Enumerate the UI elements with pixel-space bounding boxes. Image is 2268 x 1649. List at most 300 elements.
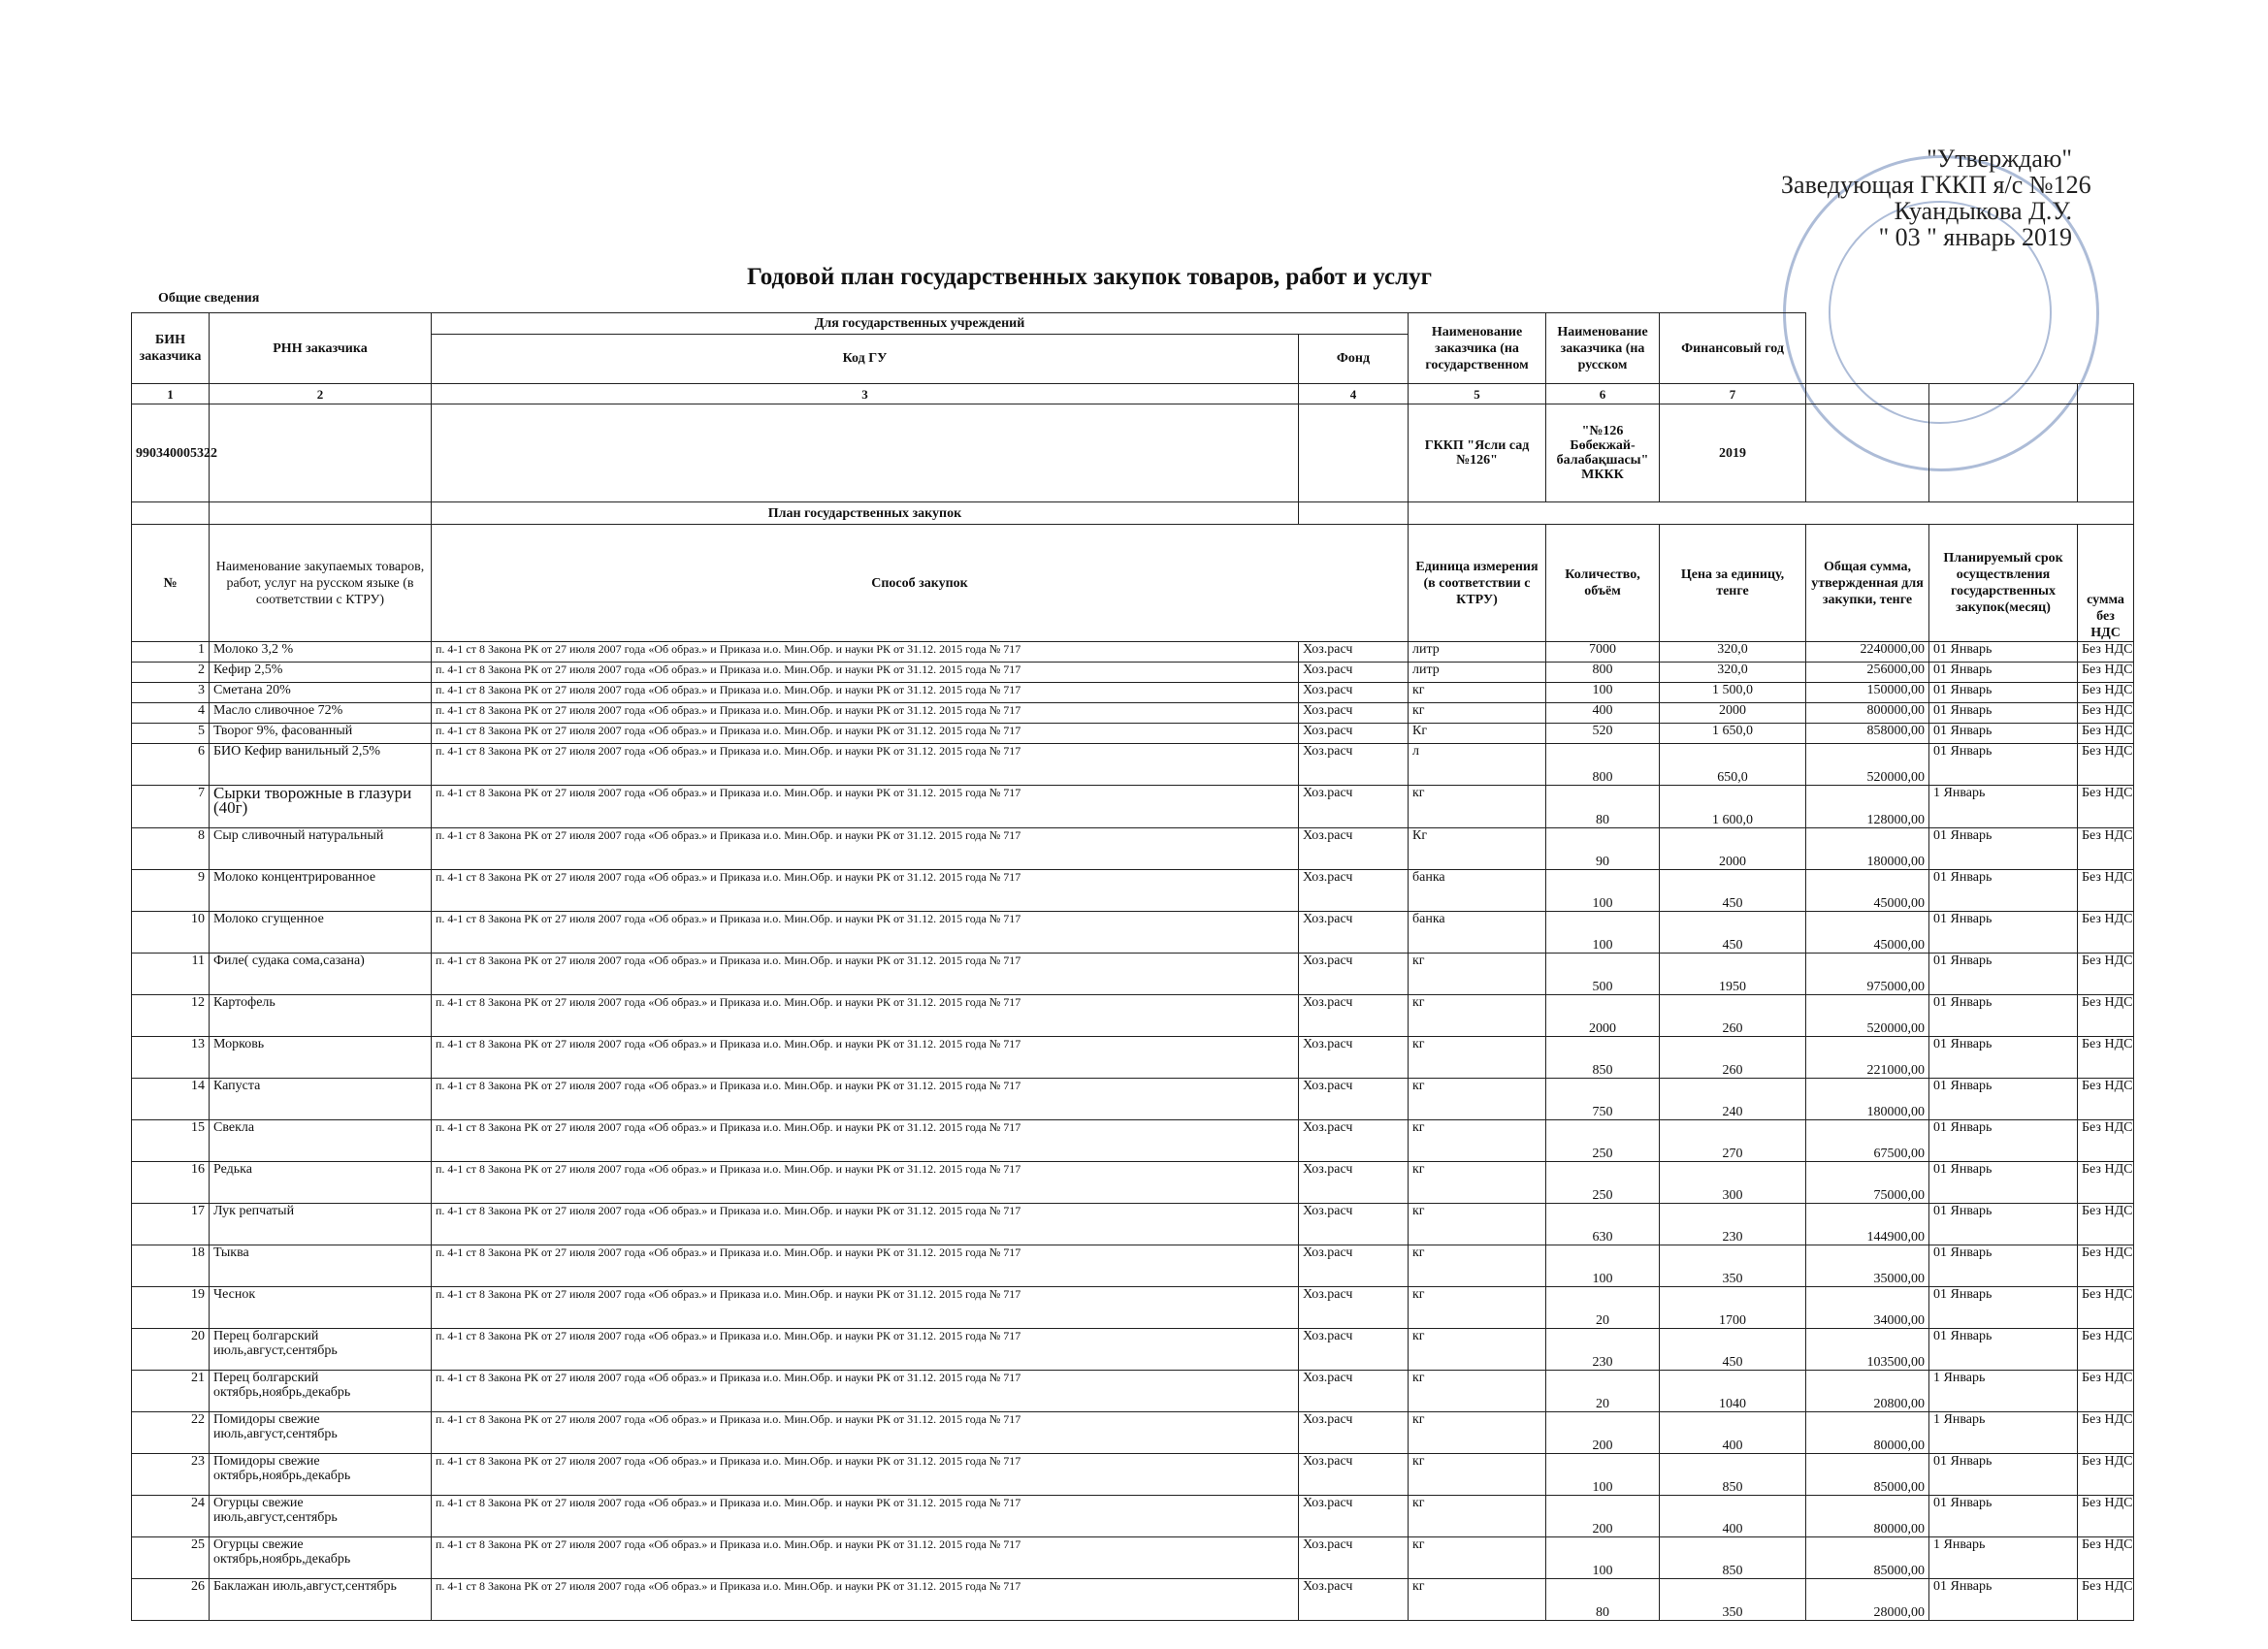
row-unit: л <box>1409 744 1546 786</box>
row-price: 850 <box>1660 1537 1806 1579</box>
row-item-name: БИО Кефир ванильный 2,5% <box>210 744 432 786</box>
row-method: п. 4-1 ст 8 Закона РК от 27 июля 2007 года «Об образ.» и Приказа и.о. Мин.Обр. и науки РК от 31.12. 2015 года № 717 <box>432 663 1299 683</box>
row-number: 18 <box>132 1245 210 1287</box>
row-fund: Хоз.расч <box>1299 786 1409 828</box>
row-total: 150000,00 <box>1806 683 1929 703</box>
row-month: 01 Январь <box>1929 1162 2078 1204</box>
row-vat: Без НДС <box>2078 1162 2134 1204</box>
row-unit: кг <box>1409 995 1546 1037</box>
table-row <box>132 683 2134 703</box>
row-price: 1950 <box>1660 954 1806 995</box>
row-method: п. 4-1 ст 8 Закона РК от 27 июля 2007 года «Об образ.» и Приказа и.о. Мин.Обр. и науки РК от 31.12. 2015 года № 717 <box>432 703 1299 724</box>
row-vat: Без НДС <box>2078 1287 2134 1329</box>
row-method: п. 4-1 ст 8 Закона РК от 27 июля 2007 года «Об образ.» и Приказа и.о. Мин.Обр. и науки РК от 31.12. 2015 года № 717 <box>432 1579 1299 1621</box>
row-method: п. 4-1 ст 8 Закона РК от 27 июля 2007 года «Об образ.» и Приказа и.о. Мин.Обр. и науки РК от 31.12. 2015 года № 717 <box>432 870 1299 912</box>
row-fund: Хоз.расч <box>1299 744 1409 786</box>
row-total: 520000,00 <box>1806 995 1929 1037</box>
row-total: 45000,00 <box>1806 870 1929 912</box>
row-fund: Хоз.расч <box>1299 1496 1409 1537</box>
row-fund: Хоз.расч <box>1299 724 1409 744</box>
row-unit: кг <box>1409 1079 1546 1120</box>
row-fund: Хоз.расч <box>1299 870 1409 912</box>
row-total: 67500,00 <box>1806 1120 1929 1162</box>
table-row <box>132 1287 2134 1329</box>
plan-header-total: Общая сумма, утвержденная для закупки, тенге <box>1806 525 1929 642</box>
row-item-name: Кефир 2,5% <box>210 663 432 683</box>
row-method: п. 4-1 ст 8 Закона РК от 27 июля 2007 года «Об образ.» и Приказа и.о. Мин.Обр. и науки РК от 31.12. 2015 года № 717 <box>432 1079 1299 1120</box>
row-vat: Без НДС <box>2078 1454 2134 1496</box>
row-vat: Без НДС <box>2078 1120 2134 1162</box>
row-quantity: 230 <box>1546 1329 1660 1371</box>
row-price: 1 600,0 <box>1660 786 1806 828</box>
plan-header-qty: Количество, объём <box>1546 525 1660 642</box>
row-month: 01 Январь <box>1929 744 2078 786</box>
row-month: 01 Январь <box>1929 1496 2078 1537</box>
row-unit: Кг <box>1409 828 1546 870</box>
row-unit: кг <box>1409 1454 1546 1496</box>
row-method: п. 4-1 ст 8 Закона РК от 27 июля 2007 года «Об образ.» и Приказа и.о. Мин.Обр. и науки РК от 31.12. 2015 года № 717 <box>432 1454 1299 1496</box>
row-number: 10 <box>132 912 210 954</box>
row-unit: кг <box>1409 1037 1546 1079</box>
row-item-name: Творог 9%, фасованный <box>210 724 432 744</box>
row-vat: Без НДС <box>2078 870 2134 912</box>
row-unit: кг <box>1409 1245 1546 1287</box>
row-total: 800000,00 <box>1806 703 1929 724</box>
row-number: 11 <box>132 954 210 995</box>
table-row <box>132 663 2134 683</box>
row-unit: кг <box>1409 954 1546 995</box>
row-fund: Хоз.расч <box>1299 1287 1409 1329</box>
table-row <box>132 870 2134 912</box>
plan-header-term: Планируемый срок осуществления государственных закупок(месяц) <box>1929 525 2078 642</box>
row-quantity: 7000 <box>1546 642 1660 663</box>
row-method: п. 4-1 ст 8 Закона РК от 27 июля 2007 года «Об образ.» и Приказа и.о. Мин.Обр. и науки РК от 31.12. 2015 года № 717 <box>432 828 1299 870</box>
plan-header-price: Цена за единицу, тенге <box>1660 525 1806 642</box>
row-quantity: 80 <box>1546 786 1660 828</box>
row-price: 270 <box>1660 1120 1806 1162</box>
row-unit: кг <box>1409 703 1546 724</box>
header-gu: Для государственных учреждений <box>432 313 1409 335</box>
row-month: 01 Январь <box>1929 1204 2078 1245</box>
table-row <box>132 1537 2134 1579</box>
approval-line-2: Заведующая ГККП я/с №126 <box>1781 171 2091 199</box>
row-price: 230 <box>1660 1204 1806 1245</box>
table-row <box>132 786 2134 828</box>
row-total: 35000,00 <box>1806 1245 1929 1287</box>
col-num-5: 5 <box>1409 384 1546 404</box>
row-price: 450 <box>1660 912 1806 954</box>
row-unit: кг <box>1409 1537 1546 1579</box>
approval-line-4: " 03 " январь 2019 <box>1878 223 2072 251</box>
row-month: 01 Январь <box>1929 828 2078 870</box>
row-month: 01 Январь <box>1929 642 2078 663</box>
table-row <box>132 995 2134 1037</box>
row-item-name: Лук репчатый <box>210 1204 432 1245</box>
row-fund: Хоз.расч <box>1299 663 1409 683</box>
row-number: 21 <box>132 1371 210 1412</box>
info-name-state: ГККП "Ясли сад №126" <box>1409 404 1546 502</box>
row-quantity: 80 <box>1546 1579 1660 1621</box>
row-vat: Без НДС <box>2078 724 2134 744</box>
header-kod-gu: Код ГУ <box>432 334 1299 383</box>
row-unit: банка <box>1409 870 1546 912</box>
row-quantity: 800 <box>1546 744 1660 786</box>
row-month: 01 Январь <box>1929 995 2078 1037</box>
row-quantity: 100 <box>1546 912 1660 954</box>
row-item-name: Перец болгарский июль,август,сентябрь <box>210 1329 432 1371</box>
row-fund: Хоз.расч <box>1299 954 1409 995</box>
row-vat: Без НДС <box>2078 1371 2134 1412</box>
row-method: п. 4-1 ст 8 Закона РК от 27 июля 2007 года «Об образ.» и Приказа и.о. Мин.Обр. и науки РК от 31.12. 2015 года № 717 <box>432 642 1299 663</box>
row-quantity: 500 <box>1546 954 1660 995</box>
row-method: п. 4-1 ст 8 Закона РК от 27 июля 2007 года «Об образ.» и Приказа и.о. Мин.Обр. и науки РК от 31.12. 2015 года № 717 <box>432 683 1299 703</box>
row-price: 350 <box>1660 1245 1806 1287</box>
row-method: п. 4-1 ст 8 Закона РК от 27 июля 2007 года «Об образ.» и Приказа и.о. Мин.Обр. и науки РК от 31.12. 2015 года № 717 <box>432 1496 1299 1537</box>
general-info-label: Общие сведения <box>158 291 260 306</box>
col-num-2: 2 <box>210 384 432 404</box>
row-method: п. 4-1 ст 8 Закона РК от 27 июля 2007 года «Об образ.» и Приказа и.о. Мин.Обр. и науки РК от 31.12. 2015 года № 717 <box>432 1412 1299 1454</box>
plan-header-no: № <box>132 525 210 642</box>
row-method: п. 4-1 ст 8 Закона РК от 27 июля 2007 года «Об образ.» и Приказа и.о. Мин.Обр. и науки РК от 31.12. 2015 года № 717 <box>432 1537 1299 1579</box>
row-month: 01 Январь <box>1929 954 2078 995</box>
row-quantity: 100 <box>1546 1245 1660 1287</box>
row-quantity: 200 <box>1546 1496 1660 1537</box>
row-vat: Без НДС <box>2078 683 2134 703</box>
row-total: 85000,00 <box>1806 1454 1929 1496</box>
table-row <box>132 1079 2134 1120</box>
row-price: 300 <box>1660 1162 1806 1204</box>
row-fund: Хоз.расч <box>1299 1204 1409 1245</box>
row-method: п. 4-1 ст 8 Закона РК от 27 июля 2007 года «Об образ.» и Приказа и.о. Мин.Обр. и науки РК от 31.12. 2015 года № 717 <box>432 1120 1299 1162</box>
row-fund: Хоз.расч <box>1299 1162 1409 1204</box>
row-unit: Кг <box>1409 724 1546 744</box>
row-fund: Хоз.расч <box>1299 1037 1409 1079</box>
row-price: 1 500,0 <box>1660 683 1806 703</box>
plan-header-vat: сумма без НДС <box>2078 525 2134 642</box>
row-method: п. 4-1 ст 8 Закона РК от 27 июля 2007 года «Об образ.» и Приказа и.о. Мин.Обр. и науки РК от 31.12. 2015 года № 717 <box>432 912 1299 954</box>
row-price: 260 <box>1660 1037 1806 1079</box>
row-month: 1 Январь <box>1929 1412 2078 1454</box>
row-unit: кг <box>1409 1120 1546 1162</box>
row-fund: Хоз.расч <box>1299 1412 1409 1454</box>
row-vat: Без НДС <box>2078 786 2134 828</box>
row-total: 75000,00 <box>1806 1162 1929 1204</box>
row-price: 1700 <box>1660 1287 1806 1329</box>
plan-title: План государственных закупок <box>432 502 1299 525</box>
row-vat: Без НДС <box>2078 744 2134 786</box>
row-fund: Хоз.расч <box>1299 1120 1409 1162</box>
row-quantity: 800 <box>1546 663 1660 683</box>
row-number: 4 <box>132 703 210 724</box>
row-number: 22 <box>132 1412 210 1454</box>
row-fund: Хоз.расч <box>1299 703 1409 724</box>
row-fund: Хоз.расч <box>1299 1454 1409 1496</box>
header-blank <box>1806 313 2134 384</box>
row-quantity: 400 <box>1546 703 1660 724</box>
row-total: 80000,00 <box>1806 1412 1929 1454</box>
row-number: 5 <box>132 724 210 744</box>
table-row <box>132 1496 2134 1537</box>
row-month: 01 Январь <box>1929 1245 2078 1287</box>
header-rnn: РНН заказчика <box>210 313 432 384</box>
row-number: 23 <box>132 1454 210 1496</box>
row-method: п. 4-1 ст 8 Закона РК от 27 июля 2007 года «Об образ.» и Приказа и.о. Мин.Обр. и науки РК от 31.12. 2015 года № 717 <box>432 1162 1299 1204</box>
col-num-7: 7 <box>1660 384 1806 404</box>
table-row <box>132 1371 2134 1412</box>
row-month: 01 Январь <box>1929 1120 2078 1162</box>
row-item-name: Тыква <box>210 1245 432 1287</box>
row-item-name: Сырки творожные в глазури (40г) <box>210 786 432 828</box>
row-unit: кг <box>1409 683 1546 703</box>
row-total: 520000,00 <box>1806 744 1929 786</box>
row-total: 80000,00 <box>1806 1496 1929 1537</box>
row-vat: Без НДС <box>2078 642 2134 663</box>
row-number: 20 <box>132 1329 210 1371</box>
row-quantity: 250 <box>1546 1162 1660 1204</box>
row-quantity: 750 <box>1546 1079 1660 1120</box>
row-quantity: 20 <box>1546 1371 1660 1412</box>
procurement-table <box>131 312 2134 1621</box>
row-vat: Без НДС <box>2078 1037 2134 1079</box>
row-vat: Без НДС <box>2078 1412 2134 1454</box>
row-month: 01 Январь <box>1929 1329 2078 1371</box>
row-month: 1 Январь <box>1929 1371 2078 1412</box>
table-row <box>132 1204 2134 1245</box>
row-vat: Без НДС <box>2078 1204 2134 1245</box>
row-price: 350 <box>1660 1579 1806 1621</box>
row-unit: кг <box>1409 786 1546 828</box>
row-method: п. 4-1 ст 8 Закона РК от 27 июля 2007 года «Об образ.» и Приказа и.о. Мин.Обр. и науки РК от 31.12. 2015 года № 717 <box>432 1245 1299 1287</box>
row-price: 400 <box>1660 1412 1806 1454</box>
row-quantity: 520 <box>1546 724 1660 744</box>
col-num-6: 6 <box>1546 384 1660 404</box>
row-vat: Без НДС <box>2078 703 2134 724</box>
row-month: 01 Январь <box>1929 1454 2078 1496</box>
row-month: 01 Январь <box>1929 870 2078 912</box>
row-total: 975000,00 <box>1806 954 1929 995</box>
row-item-name: Молоко концентрированное <box>210 870 432 912</box>
row-number: 17 <box>132 1204 210 1245</box>
row-month: 01 Январь <box>1929 663 2078 683</box>
row-vat: Без НДС <box>2078 1496 2134 1537</box>
row-vat: Без НДС <box>2078 828 2134 870</box>
row-item-name: Молоко 3,2 % <box>210 642 432 663</box>
row-vat: Без НДС <box>2078 1245 2134 1287</box>
table-row <box>132 1579 2134 1621</box>
row-fund: Хоз.расч <box>1299 1079 1409 1120</box>
header-fond: Фонд <box>1299 334 1409 383</box>
row-unit: кг <box>1409 1329 1546 1371</box>
table-row <box>132 954 2134 995</box>
row-total: 221000,00 <box>1806 1037 1929 1079</box>
row-vat: Без НДС <box>2078 1329 2134 1371</box>
row-method: п. 4-1 ст 8 Закона РК от 27 июля 2007 года «Об образ.» и Приказа и.о. Мин.Обр. и науки РК от 31.12. 2015 года № 717 <box>432 1329 1299 1371</box>
row-number: 15 <box>132 1120 210 1162</box>
row-unit: литр <box>1409 663 1546 683</box>
row-price: 850 <box>1660 1454 1806 1496</box>
row-total: 20800,00 <box>1806 1371 1929 1412</box>
row-vat: Без НДС <box>2078 912 2134 954</box>
row-month: 01 Январь <box>1929 724 2078 744</box>
row-item-name: Перец болгарский октябрь,ноябрь,декабрь <box>210 1371 432 1412</box>
row-price: 2000 <box>1660 703 1806 724</box>
row-total: 858000,00 <box>1806 724 1929 744</box>
row-unit: кг <box>1409 1162 1546 1204</box>
info-year: 2019 <box>1660 404 1806 502</box>
row-quantity: 2000 <box>1546 995 1660 1037</box>
row-unit: кг <box>1409 1579 1546 1621</box>
row-total: 85000,00 <box>1806 1537 1929 1579</box>
row-price: 1 650,0 <box>1660 724 1806 744</box>
row-quantity: 100 <box>1546 1454 1660 1496</box>
row-unit: кг <box>1409 1412 1546 1454</box>
row-item-name: Редька <box>210 1162 432 1204</box>
plan-header-unit: Единица измерения (в соответствии с КТРУ) <box>1409 525 1546 642</box>
row-month: 01 Январь <box>1929 1287 2078 1329</box>
row-item-name: Помидоры свежие июль,август,сентябрь <box>210 1412 432 1454</box>
row-number: 6 <box>132 744 210 786</box>
approval-line-1: "Утверждаю" <box>1927 145 2072 173</box>
row-number: 8 <box>132 828 210 870</box>
row-number: 26 <box>132 1579 210 1621</box>
row-number: 7 <box>132 786 210 828</box>
row-unit: банка <box>1409 912 1546 954</box>
approval-line-3: Куандыкова Д.У. <box>1894 197 2072 225</box>
row-total: 256000,00 <box>1806 663 1929 683</box>
row-month: 1 Январь <box>1929 1537 2078 1579</box>
col-num-1: 1 <box>132 384 210 404</box>
row-item-name: Сметана 20% <box>210 683 432 703</box>
row-method: п. 4-1 ст 8 Закона РК от 27 июля 2007 года «Об образ.» и Приказа и.о. Мин.Обр. и науки РК от 31.12. 2015 года № 717 <box>432 954 1299 995</box>
row-price: 320,0 <box>1660 663 1806 683</box>
table-row <box>132 1162 2134 1204</box>
row-number: 1 <box>132 642 210 663</box>
header-fin-year: Финансовый год <box>1660 313 1806 384</box>
row-month: 1 Январь <box>1929 786 2078 828</box>
row-item-name: Сыр сливочный натуральный <box>210 828 432 870</box>
row-method: п. 4-1 ст 8 Закона РК от 27 июля 2007 года «Об образ.» и Приказа и.о. Мин.Обр. и науки РК от 31.12. 2015 года № 717 <box>432 1037 1299 1079</box>
row-quantity: 630 <box>1546 1204 1660 1245</box>
row-price: 400 <box>1660 1496 1806 1537</box>
row-fund: Хоз.расч <box>1299 1245 1409 1287</box>
row-number: 13 <box>132 1037 210 1079</box>
row-method: п. 4-1 ст 8 Закона РК от 27 июля 2007 года «Об образ.» и Приказа и.о. Мин.Обр. и науки РК от 31.12. 2015 года № 717 <box>432 1371 1299 1412</box>
row-quantity: 250 <box>1546 1120 1660 1162</box>
row-total: 34000,00 <box>1806 1287 1929 1329</box>
row-total: 2240000,00 <box>1806 642 1929 663</box>
row-quantity: 200 <box>1546 1412 1660 1454</box>
row-price: 260 <box>1660 995 1806 1037</box>
row-number: 16 <box>132 1162 210 1204</box>
document-title: Годовой план государственных закупок товаров, работ и услуг <box>747 264 1433 290</box>
row-total: 103500,00 <box>1806 1329 1929 1371</box>
row-number: 2 <box>132 663 210 683</box>
row-total: 180000,00 <box>1806 828 1929 870</box>
approval-block <box>1781 145 2091 251</box>
header-name-state: Наименование заказчика (на государственном <box>1409 313 1546 384</box>
row-number: 3 <box>132 683 210 703</box>
row-item-name: Картофель <box>210 995 432 1037</box>
table-row <box>132 1329 2134 1371</box>
table-row <box>132 1412 2134 1454</box>
table-row <box>132 828 2134 870</box>
row-fund: Хоз.расч <box>1299 995 1409 1037</box>
row-method: п. 4-1 ст 8 Закона РК от 27 июля 2007 года «Об образ.» и Приказа и.о. Мин.Обр. и науки РК от 31.12. 2015 года № 717 <box>432 995 1299 1037</box>
row-quantity: 90 <box>1546 828 1660 870</box>
plan-header-method: Способ закупок <box>432 525 1409 642</box>
row-unit: кг <box>1409 1496 1546 1537</box>
row-quantity: 100 <box>1546 1537 1660 1579</box>
row-unit: литр <box>1409 642 1546 663</box>
row-unit: кг <box>1409 1371 1546 1412</box>
info-bin: 990340005322 <box>132 404 210 502</box>
plan-header-name: Наименование закупаемых товаров, работ, услуг на русском языке (в соответствии с КТРУ) <box>210 525 432 642</box>
row-price: 1040 <box>1660 1371 1806 1412</box>
row-item-name: Огурцы свежие октябрь,ноябрь,декабрь <box>210 1537 432 1579</box>
row-vat: Без НДС <box>2078 995 2134 1037</box>
row-item-name: Свекла <box>210 1120 432 1162</box>
row-quantity: 20 <box>1546 1287 1660 1329</box>
row-item-name: Филе( судака сома,сазана) <box>210 954 432 995</box>
row-fund: Хоз.расч <box>1299 828 1409 870</box>
row-total: 28000,00 <box>1806 1579 1929 1621</box>
row-price: 450 <box>1660 870 1806 912</box>
row-month: 01 Январь <box>1929 703 2078 724</box>
table-row <box>132 1245 2134 1287</box>
row-price: 240 <box>1660 1079 1806 1120</box>
row-fund: Хоз.расч <box>1299 683 1409 703</box>
row-fund: Хоз.расч <box>1299 1329 1409 1371</box>
table-row <box>132 1120 2134 1162</box>
row-fund: Хоз.расч <box>1299 1537 1409 1579</box>
row-month: 01 Январь <box>1929 912 2078 954</box>
table-row <box>132 1037 2134 1079</box>
col-num-4: 4 <box>1299 384 1409 404</box>
table-row <box>132 744 2134 786</box>
row-number: 12 <box>132 995 210 1037</box>
table-row <box>132 642 2134 663</box>
row-number: 24 <box>132 1496 210 1537</box>
row-quantity: 850 <box>1546 1037 1660 1079</box>
row-number: 25 <box>132 1537 210 1579</box>
row-price: 650,0 <box>1660 744 1806 786</box>
row-total: 128000,00 <box>1806 786 1929 828</box>
row-item-name: Помидоры свежие октябрь,ноябрь,декабрь <box>210 1454 432 1496</box>
row-price: 320,0 <box>1660 642 1806 663</box>
row-item-name: Чеснок <box>210 1287 432 1329</box>
row-vat: Без НДС <box>2078 1079 2134 1120</box>
row-method: п. 4-1 ст 8 Закона РК от 27 июля 2007 года «Об образ.» и Приказа и.о. Мин.Обр. и науки РК от 31.12. 2015 года № 717 <box>432 1204 1299 1245</box>
row-vat: Без НДС <box>2078 1579 2134 1621</box>
row-fund: Хоз.расч <box>1299 642 1409 663</box>
row-item-name: Огурцы свежие июль,август,сентябрь <box>210 1496 432 1537</box>
row-unit: кг <box>1409 1287 1546 1329</box>
row-method: п. 4-1 ст 8 Закона РК от 27 июля 2007 года «Об образ.» и Приказа и.о. Мин.Обр. и науки РК от 31.12. 2015 года № 717 <box>432 786 1299 828</box>
row-item-name: Капуста <box>210 1079 432 1120</box>
row-unit: кг <box>1409 1204 1546 1245</box>
row-number: 9 <box>132 870 210 912</box>
col-num-3: 3 <box>432 384 1299 404</box>
row-vat: Без НДС <box>2078 1537 2134 1579</box>
row-price: 450 <box>1660 1329 1806 1371</box>
row-method: п. 4-1 ст 8 Закона РК от 27 июля 2007 года «Об образ.» и Приказа и.о. Мин.Обр. и науки РК от 31.12. 2015 года № 717 <box>432 1287 1299 1329</box>
row-price: 2000 <box>1660 828 1806 870</box>
table-row <box>132 724 2134 744</box>
row-month: 01 Январь <box>1929 1037 2078 1079</box>
row-vat: Без НДС <box>2078 663 2134 683</box>
row-fund: Хоз.расч <box>1299 1579 1409 1621</box>
table-row <box>132 703 2134 724</box>
